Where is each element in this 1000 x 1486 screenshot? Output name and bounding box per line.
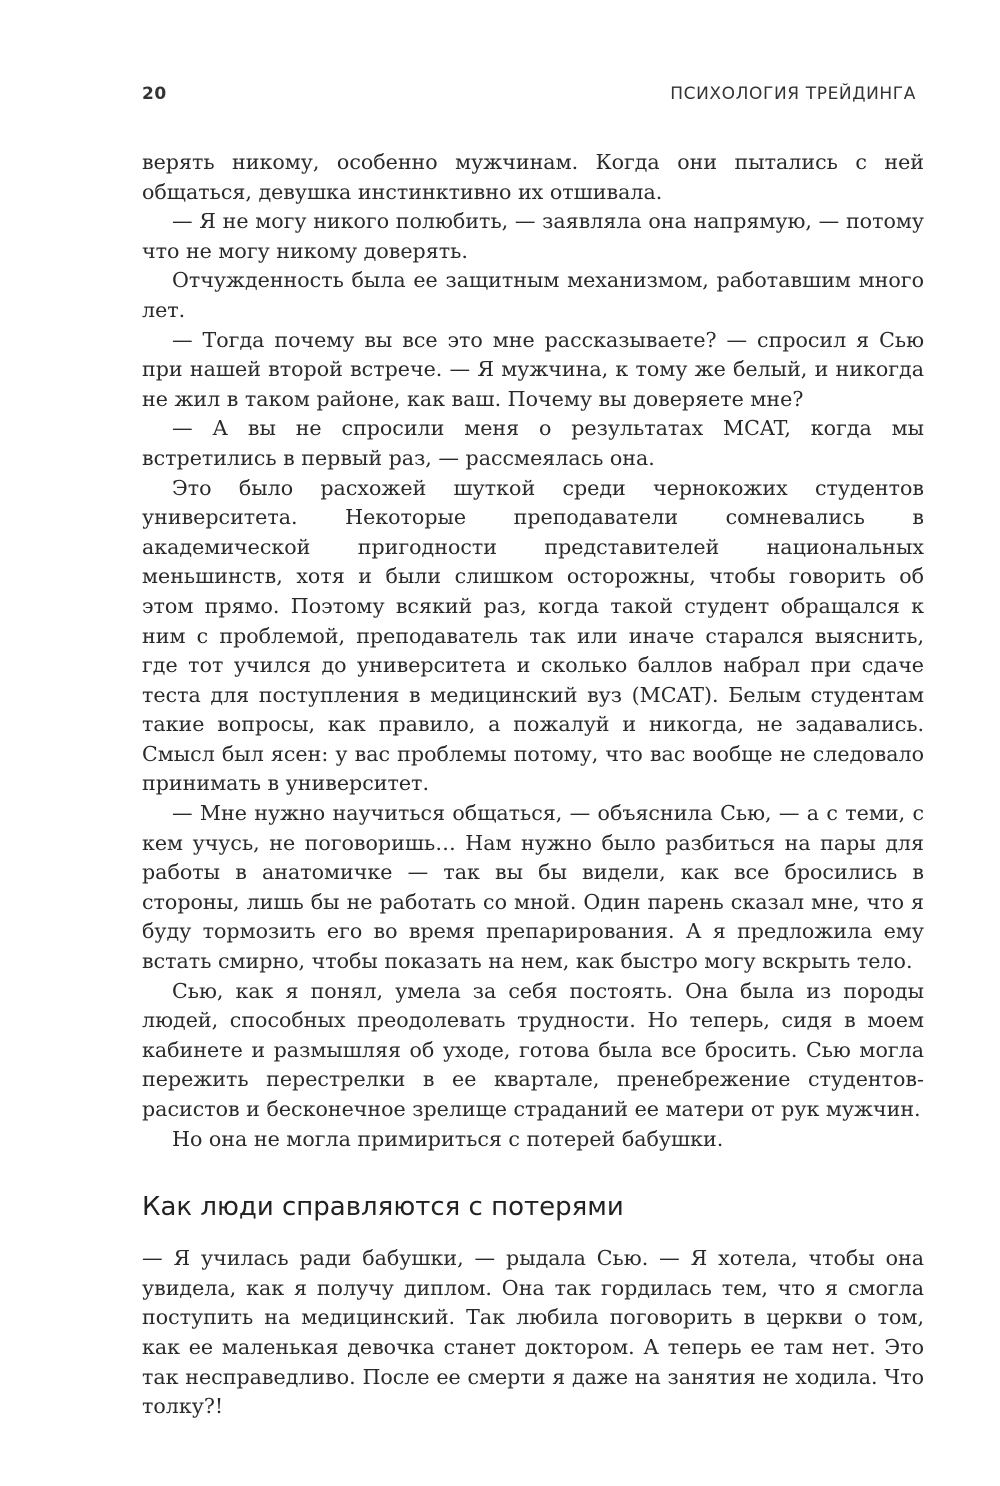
page-header [142,84,916,110]
paragraph: верять никому, особенно мужчинам. Когда они пытались с ней общаться, девушка инстинктивно их отшивала. [142,150,924,204]
page-number: 20 [142,84,167,104]
paragraph: — Я не могу никого полюбить, — заявляла она напрямую, — потому что не могу никому доверять. [142,209,924,263]
paragraph: — Я училась ради бабушки, — рыдала Сью. — Я хотела, чтобы она увидела, как я получу диплом. Она так гордилась тем, что я смогла поступить на медицинский. Так любила поговорить в церкви о том, как ее маленькая девочка станет доктором. А теперь ее там нет. Это так несправедливо. После ее смерти я даже на занятия не ходила. Что толку?! [142,1246,924,1419]
body-text [142,148,924,1422]
paragraph: — А вы не спросили меня о результатах MCAT, когда мы встретились в первый раз, — рассмеялась она. [142,416,924,470]
running-title: ПСИХОЛОГИЯ ТРЕЙДИНГА [670,84,916,104]
paragraph: — Мне нужно научиться общаться, — объяснила Сью, — а с теми, с кем учусь, не поговоришь… Нам нужно было разбиться на пары для работы в анатомичке — так вы бы видели, как все бросились в стороны, лишь бы не работать со мной. Один парень сказал мне, что я буду тормозить его во время препарирования. А я предложила ему встать смирно, чтобы показать на нем, как быстро могу вскрыть тело. [142,801,924,974]
section-heading: Как люди справляются с потерями [142,1192,624,1223]
paragraph: — Тогда почему вы все это мне рассказываете? — спросил я Сью при нашей второй встрече. — Я мужчина, к тому же белый, и никогда не жил в таком районе, как ваш. Почему вы доверяете мне? [142,327,924,411]
paragraph: Отчужденность была ее защитным механизмом, работавшим много лет. [142,268,924,322]
paragraph: Но она не могла примириться с потерей бабушки. [172,1126,724,1151]
paragraph: Сью, как я понял, умела за себя постоять. Она была из породы людей, способных преодолевать трудности. Но теперь, сидя в моем кабинете и размышляя об уходе, готова была все бросить. Сью могла пережить перестрелки в ее квартале, пренебрежение студентов-расистов и бесконечное зрелище страданий ее матери от рук мужчин. [142,978,924,1121]
paragraph: Это было расхожей шуткой среди чернокожих студентов университета. Некоторые преподаватели сомневались в академической пригодности представителей национальных меньшинств, хотя и были слишком осторожны, чтобы говорить об этом прямо. Поэтому всякий раз, когда такой студент обращался к ним с проблемой, преподаватель так или иначе старался выяснить, где тот учился до университета и сколько баллов набрал при сдаче теста для поступления в медицинский вуз (MCAT). Белым студентам такие вопросы, как правило, а пожалуй и никогда, не задавались. Смысл был ясен: у вас проблемы потому, что вас вообще не следовало принимать в университет. [142,475,924,796]
